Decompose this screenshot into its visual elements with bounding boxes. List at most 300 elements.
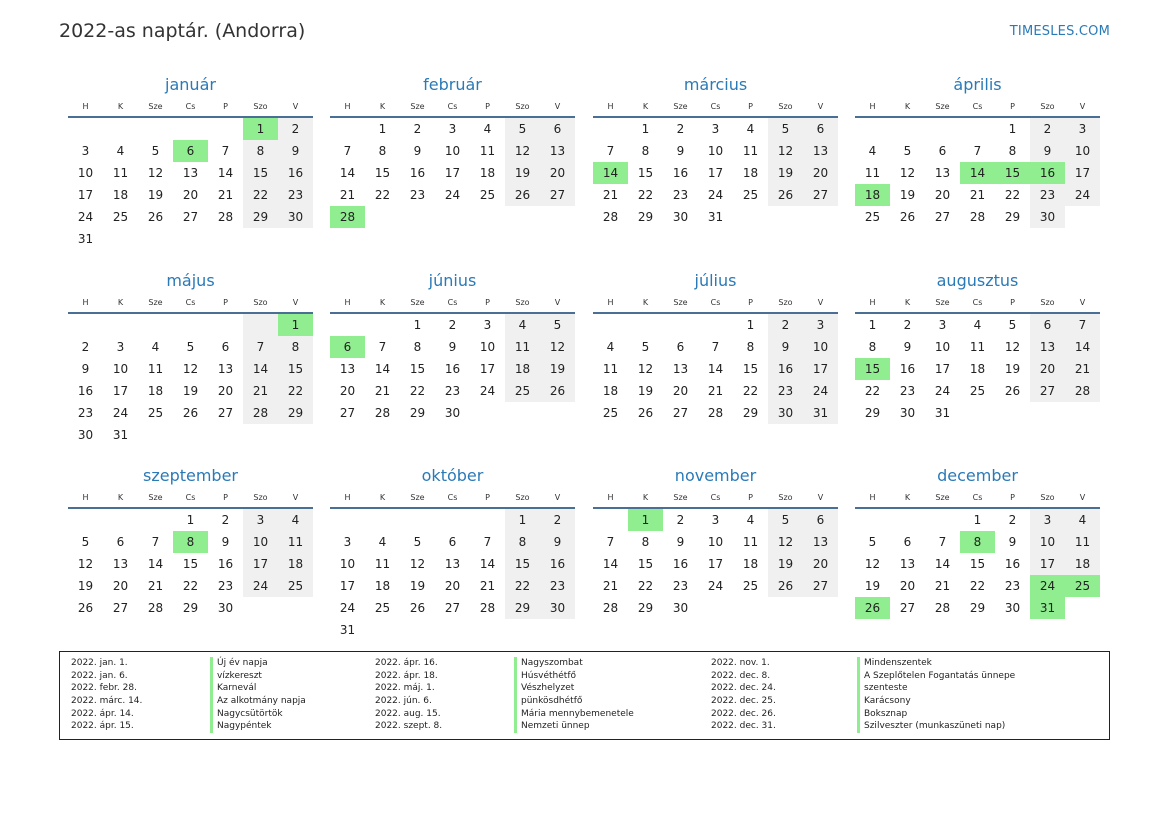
legend-holiday-name: Nagyszombat	[514, 657, 634, 670]
month-name: június	[428, 271, 477, 290]
day-cell: 17	[339, 579, 356, 593]
day-cell: 18	[969, 362, 986, 376]
empty-cell	[960, 402, 995, 424]
weekday-label: P	[748, 102, 753, 111]
empty-cell	[138, 424, 173, 446]
day-cell: 10	[934, 340, 951, 354]
legend-date: 2022. dec. 24.	[711, 683, 776, 694]
empty-cell	[435, 509, 470, 531]
day-cell: 10	[1030, 531, 1065, 553]
day-cell: 9	[1030, 140, 1065, 162]
day-cell: 28	[707, 406, 724, 420]
weekday-header	[330, 98, 575, 118]
day-cell: 25	[742, 188, 759, 202]
empty-cell	[593, 314, 628, 336]
day-cell: 6	[330, 336, 365, 358]
weekday-label: Sze	[148, 298, 163, 307]
day-cell: 26	[1004, 384, 1021, 398]
day-cell: 13	[803, 140, 838, 162]
day-cell: 21	[147, 579, 164, 593]
day-cell: 15	[409, 362, 426, 376]
day-cell: 26	[182, 406, 199, 420]
day-cell: 22	[374, 188, 391, 202]
day-cell: 19	[540, 358, 575, 380]
day-cell: 1	[413, 318, 422, 332]
day-grid	[68, 509, 313, 619]
day-cell: 27	[540, 184, 575, 206]
day-cell: 18	[112, 188, 129, 202]
weekday-label: Cs	[972, 298, 983, 307]
day-cell: 17	[1030, 553, 1065, 575]
day-cell: 20	[803, 162, 838, 184]
day-cell: 15	[278, 358, 313, 380]
day-cell: 7	[151, 535, 160, 549]
day-cell: 30	[77, 428, 94, 442]
day-cell: 5	[413, 535, 422, 549]
day-grid	[330, 314, 575, 424]
empty-cell	[365, 509, 400, 531]
day-cell: 9	[448, 340, 457, 354]
day-cell: 8	[243, 140, 278, 162]
day-cell: 25	[864, 210, 881, 224]
day-cell: 27	[182, 210, 199, 224]
day-cell: 20	[803, 553, 838, 575]
day-cell: 26	[409, 601, 426, 615]
day-cell: 30	[217, 601, 234, 615]
day-cell: 24	[112, 406, 129, 420]
empty-cell	[278, 597, 313, 619]
month-name: október	[421, 466, 484, 485]
day-cell: 4	[116, 144, 125, 158]
month-block	[593, 463, 838, 619]
weekday-label: Sze	[673, 493, 688, 502]
day-cell: 23	[1004, 579, 1021, 593]
day-cell: 17	[934, 362, 951, 376]
day-cell: 15	[637, 166, 654, 180]
legend-holiday-name: Szilveszter (munkaszüneti nap)	[857, 720, 1015, 733]
day-cell: 19	[182, 384, 199, 398]
day-cell: 17	[444, 166, 461, 180]
weekday-label: Sze	[673, 102, 688, 111]
day-cell: 19	[505, 162, 540, 184]
day-cell: 9	[1008, 535, 1017, 549]
day-cell: 11	[969, 340, 986, 354]
day-cell: 18	[602, 384, 619, 398]
weekday-label: Cs	[185, 102, 196, 111]
day-cell: 8	[960, 531, 995, 553]
day-cell: 23	[899, 384, 916, 398]
day-cell: 8	[746, 340, 755, 354]
day-cell: 27	[217, 406, 234, 420]
month-name: január	[165, 75, 216, 94]
day-cell: 23	[540, 575, 575, 597]
empty-cell	[330, 314, 365, 336]
day-cell: 31	[803, 402, 838, 424]
empty-cell	[960, 118, 995, 140]
legend-holiday-name: Boksznap	[857, 708, 1015, 721]
month-name: július	[694, 271, 737, 290]
day-cell: 3	[81, 144, 90, 158]
weekday-label: Szo	[778, 493, 793, 502]
day-cell: 28	[243, 402, 278, 424]
day-cell: 7	[343, 144, 352, 158]
day-grid	[855, 314, 1100, 424]
day-cell: 24	[243, 575, 278, 597]
day-cell: 18	[479, 166, 496, 180]
weekday-label: Sze	[410, 102, 425, 111]
day-cell: 14	[960, 162, 995, 184]
day-cell: 24	[707, 579, 724, 593]
legend-holiday-name: vízkereszt	[210, 670, 306, 683]
day-cell: 3	[116, 340, 125, 354]
day-grid	[68, 314, 313, 446]
day-cell: 15	[182, 557, 199, 571]
day-cell: 13	[672, 362, 689, 376]
weekday-label: V	[292, 102, 299, 111]
month-block	[855, 72, 1100, 228]
day-cell: 2	[676, 122, 685, 136]
empty-cell	[103, 118, 138, 140]
day-cell: 21	[217, 188, 234, 202]
day-cell: 5	[1008, 318, 1017, 332]
weekday-label: Szo	[515, 102, 530, 111]
day-cell: 5	[540, 314, 575, 336]
day-cell: 5	[868, 535, 877, 549]
day-cell: 8	[413, 340, 422, 354]
legend-names	[857, 657, 1015, 733]
month-block	[593, 72, 838, 228]
weekday-label: K	[379, 493, 386, 502]
day-cell: 9	[221, 535, 230, 549]
day-cell: 3	[343, 535, 352, 549]
day-cell: 11	[742, 535, 759, 549]
day-cell: 21	[602, 579, 619, 593]
empty-cell	[208, 314, 243, 336]
day-cell: 23	[409, 188, 426, 202]
weekday-label: Cs	[447, 102, 458, 111]
day-cell: 12	[77, 557, 94, 571]
empty-cell	[400, 509, 435, 531]
weekday-label: V	[554, 102, 561, 111]
day-cell: 13	[934, 166, 951, 180]
legend-holiday-name: Nagypéntek	[210, 720, 306, 733]
weekday-label: Sze	[935, 102, 950, 111]
day-cell: 3	[1065, 118, 1100, 140]
day-cell: 19	[899, 188, 916, 202]
day-cell: 16	[77, 384, 94, 398]
empty-cell	[68, 509, 103, 531]
empty-cell	[365, 314, 400, 336]
weekday-label: Cs	[447, 298, 458, 307]
day-cell: 29	[182, 601, 199, 615]
day-cell: 27	[803, 184, 838, 206]
empty-cell	[855, 509, 890, 531]
day-cell: 19	[637, 384, 654, 398]
day-cell: 27	[803, 575, 838, 597]
weekday-label: P	[748, 298, 753, 307]
day-cell: 24	[803, 380, 838, 402]
day-cell: 10	[243, 531, 278, 553]
day-cell: 28	[602, 210, 619, 224]
weekday-label: V	[1079, 493, 1086, 502]
weekday-label: Cs	[185, 493, 196, 502]
day-grid	[330, 509, 575, 641]
weekday-label: Sze	[410, 493, 425, 502]
weekday-label: H	[82, 298, 89, 307]
day-cell: 9	[676, 144, 685, 158]
legend-date: 2022. ápr. 14.	[71, 708, 134, 719]
day-cell: 16	[1030, 162, 1065, 184]
day-cell: 16	[1004, 557, 1021, 571]
legend-holiday-name: A Szeplőtelen Fogantatás ünnepe	[857, 670, 1015, 683]
day-cell: 12	[409, 557, 426, 571]
day-cell: 1	[505, 509, 540, 531]
weekday-label: Sze	[410, 298, 425, 307]
day-cell: 22	[243, 184, 278, 206]
day-cell: 24	[339, 601, 356, 615]
empty-cell	[593, 118, 628, 140]
day-cell: 2	[448, 318, 457, 332]
day-cell: 21	[374, 384, 391, 398]
brand-link[interactable]: TIMESLES.COM	[1009, 24, 1110, 39]
day-cell: 12	[864, 557, 881, 571]
day-cell: 18	[742, 557, 759, 571]
day-cell: 19	[147, 188, 164, 202]
day-cell: 7	[483, 535, 492, 549]
weekday-label: K	[379, 298, 386, 307]
day-cell: 12	[768, 140, 803, 162]
day-cell: 4	[606, 340, 615, 354]
day-cell: 1	[186, 513, 195, 527]
day-cell: 2	[676, 513, 685, 527]
day-cell: 20	[899, 579, 916, 593]
weekday-label: Szo	[515, 493, 530, 502]
day-cell: 25	[969, 384, 986, 398]
day-cell: 5	[505, 118, 540, 140]
day-cell: 29	[1004, 210, 1021, 224]
day-cell: 10	[803, 336, 838, 358]
empty-cell	[243, 597, 278, 619]
day-cell: 11	[864, 166, 881, 180]
day-cell: 26	[855, 597, 890, 619]
day-cell: 20	[444, 579, 461, 593]
day-cell: 1	[641, 122, 650, 136]
empty-cell	[278, 424, 313, 446]
day-cell: 25	[479, 188, 496, 202]
empty-cell	[890, 509, 925, 531]
day-cell: 3	[711, 513, 720, 527]
weekday-label: H	[82, 493, 89, 502]
weekday-label: P	[485, 298, 490, 307]
weekday-label: K	[642, 102, 649, 111]
weekday-header	[68, 98, 313, 118]
day-cell: 11	[278, 531, 313, 553]
day-cell: 27	[672, 406, 689, 420]
day-cell: 1	[868, 318, 877, 332]
weekday-label: K	[117, 298, 124, 307]
day-cell: 11	[742, 144, 759, 158]
day-cell: 15	[374, 166, 391, 180]
day-cell: 30	[278, 206, 313, 228]
weekday-label: H	[607, 493, 614, 502]
day-cell: 26	[77, 601, 94, 615]
day-cell: 8	[868, 340, 877, 354]
day-cell: 6	[448, 535, 457, 549]
weekday-label: K	[379, 102, 386, 111]
legend-names	[210, 657, 306, 733]
day-cell: 16	[444, 362, 461, 376]
empty-cell	[208, 424, 243, 446]
day-cell: 17	[803, 358, 838, 380]
weekday-label: H	[344, 102, 351, 111]
day-cell: 3	[243, 509, 278, 531]
weekday-label: Sze	[148, 493, 163, 502]
day-cell: 31	[112, 428, 129, 442]
day-cell: 20	[672, 384, 689, 398]
empty-cell	[173, 118, 208, 140]
legend-date: 2022. ápr. 15.	[71, 721, 134, 732]
day-cell: 6	[1030, 314, 1065, 336]
month-block	[855, 463, 1100, 619]
day-cell: 4	[378, 535, 387, 549]
day-cell: 24	[77, 210, 94, 224]
day-cell: 10	[444, 144, 461, 158]
day-cell: 17	[479, 362, 496, 376]
day-cell: 6	[540, 118, 575, 140]
day-cell: 17	[243, 553, 278, 575]
day-cell: 24	[934, 384, 951, 398]
day-cell: 7	[606, 144, 615, 158]
day-cell: 21	[243, 380, 278, 402]
day-cell: 13	[803, 531, 838, 553]
day-cell: 20	[540, 162, 575, 184]
day-cell: 22	[637, 579, 654, 593]
day-cell: 29	[637, 210, 654, 224]
day-cell: 7	[243, 336, 278, 358]
day-cell: 31	[77, 232, 94, 246]
day-cell: 19	[409, 579, 426, 593]
empty-cell	[925, 509, 960, 531]
empty-cell	[663, 314, 698, 336]
day-cell: 9	[903, 340, 912, 354]
day-cell: 14	[339, 166, 356, 180]
day-grid	[330, 118, 575, 228]
day-cell: 30	[1030, 206, 1065, 228]
legend-holiday-name: Karácsony	[857, 695, 1015, 708]
empty-cell	[698, 314, 733, 336]
day-cell: 17	[707, 557, 724, 571]
day-cell: 3	[711, 122, 720, 136]
day-cell: 7	[938, 535, 947, 549]
day-cell: 28	[330, 206, 365, 228]
day-cell: 29	[505, 597, 540, 619]
day-cell: 25	[742, 579, 759, 593]
day-cell: 4	[746, 513, 755, 527]
empty-cell	[593, 509, 628, 531]
empty-cell	[540, 206, 575, 228]
day-cell: 4	[868, 144, 877, 158]
day-cell: 14	[147, 557, 164, 571]
day-cell: 21	[479, 579, 496, 593]
legend-date: 2022. aug. 15.	[375, 708, 441, 719]
empty-cell	[243, 424, 278, 446]
empty-cell	[1065, 206, 1100, 228]
day-cell: 23	[278, 184, 313, 206]
day-cell: 23	[768, 380, 803, 402]
day-cell: 1	[278, 314, 313, 336]
weekday-label: V	[292, 493, 299, 502]
legend-dates	[71, 657, 142, 733]
day-grid	[855, 118, 1100, 228]
day-cell: 2	[1008, 513, 1017, 527]
day-cell: 24	[444, 188, 461, 202]
day-cell: 25	[278, 575, 313, 597]
empty-cell	[1065, 597, 1100, 619]
day-cell: 24	[479, 384, 496, 398]
day-cell: 13	[444, 557, 461, 571]
day-cell: 21	[1065, 358, 1100, 380]
day-cell: 1	[378, 122, 387, 136]
day-cell: 4	[505, 314, 540, 336]
weekday-label: V	[292, 298, 299, 307]
day-grid	[855, 509, 1100, 619]
day-cell: 13	[1030, 336, 1065, 358]
day-cell: 19	[77, 579, 94, 593]
legend-date: 2022. ápr. 18.	[375, 670, 438, 681]
day-cell: 20	[217, 384, 234, 398]
day-cell: 11	[147, 362, 164, 376]
weekday-label: P	[1010, 298, 1015, 307]
empty-cell	[173, 424, 208, 446]
legend-date: 2022. nov. 1.	[711, 658, 770, 668]
day-cell: 1	[243, 118, 278, 140]
empty-cell	[400, 206, 435, 228]
legend-date: 2022. dec. 31.	[711, 721, 776, 732]
empty-cell	[138, 314, 173, 336]
empty-cell	[400, 619, 435, 641]
day-cell: 6	[803, 118, 838, 140]
day-cell: 12	[768, 531, 803, 553]
day-cell: 14	[479, 557, 496, 571]
weekday-label: V	[817, 493, 824, 502]
day-cell: 9	[768, 336, 803, 358]
day-cell: 27	[112, 601, 129, 615]
day-cell: 31	[934, 406, 951, 420]
day-cell: 13	[112, 557, 129, 571]
weekday-header	[593, 98, 838, 118]
weekday-label: H	[869, 493, 876, 502]
empty-cell	[470, 509, 505, 531]
day-cell: 19	[768, 162, 803, 184]
empty-cell	[173, 228, 208, 250]
day-cell: 5	[186, 340, 195, 354]
day-cell: 27	[1030, 380, 1065, 402]
day-cell: 2	[81, 340, 90, 354]
legend-date: 2022. febr. 28.	[71, 683, 137, 694]
day-cell: 14	[1065, 336, 1100, 358]
empty-cell	[330, 509, 365, 531]
day-cell: 16	[217, 557, 234, 571]
weekday-label: H	[344, 493, 351, 502]
day-cell: 3	[448, 122, 457, 136]
weekday-label: K	[904, 298, 911, 307]
weekday-header	[855, 489, 1100, 509]
day-cell: 29	[742, 406, 759, 420]
month-name: december	[937, 466, 1018, 485]
day-cell: 20	[182, 188, 199, 202]
day-cell: 10	[1065, 140, 1100, 162]
weekday-label: H	[869, 102, 876, 111]
